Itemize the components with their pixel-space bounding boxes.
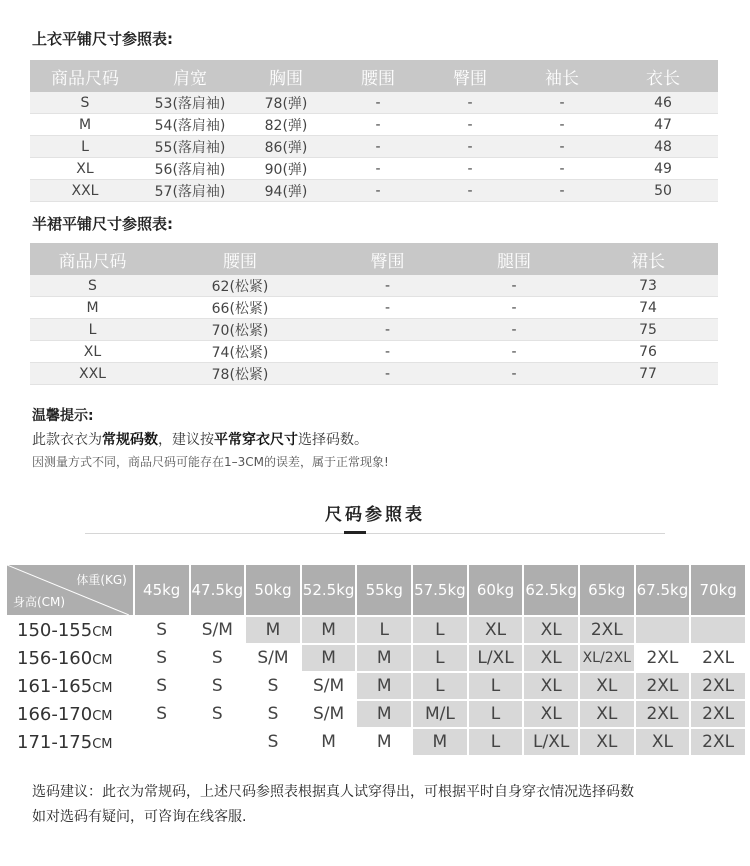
top-header-cell: 腰围 bbox=[332, 60, 424, 92]
top-table-row bbox=[30, 136, 718, 158]
skirt-table-cell: 74(松紧) bbox=[155, 341, 325, 363]
skirt-table-cell: - bbox=[325, 319, 450, 341]
top-table-cell: - bbox=[516, 92, 608, 114]
skirt-table-title: 半裙平铺尺寸参照表: bbox=[32, 215, 173, 233]
top-header-cell: 臀围 bbox=[424, 60, 516, 92]
reference-table bbox=[5, 563, 747, 757]
height-range: 171-175 bbox=[17, 731, 93, 753]
top-table-row bbox=[30, 158, 718, 180]
skirt-table-cell: 77 bbox=[578, 363, 718, 385]
top-table-cell: M bbox=[30, 114, 140, 136]
height-range: 161-165 bbox=[17, 675, 93, 697]
top-table-cell: 90(弹) bbox=[240, 158, 332, 180]
top-table-cell: 56(落肩袖) bbox=[140, 158, 240, 180]
skirt-table-cell: - bbox=[325, 275, 450, 297]
skirt-table-cell: 75 bbox=[578, 319, 718, 341]
skirt-table-cell: - bbox=[325, 341, 450, 363]
size-cell: S bbox=[246, 701, 300, 727]
skirt-table-row bbox=[30, 341, 718, 363]
skirt-size-table bbox=[30, 243, 718, 385]
size-cell bbox=[691, 617, 745, 643]
size-cell: S bbox=[246, 729, 300, 755]
top-table-row bbox=[30, 114, 718, 136]
size-cell: L bbox=[413, 617, 467, 643]
reference-title: 尺码参照表 bbox=[325, 505, 425, 525]
top-table-cell: - bbox=[516, 158, 608, 180]
top-table-cell: 46 bbox=[608, 92, 718, 114]
size-cell: S bbox=[135, 673, 189, 699]
top-table-cell: 55(落肩袖) bbox=[140, 136, 240, 158]
height-unit: CM bbox=[92, 736, 113, 752]
advice-line-1: 选码建议：此衣为常规码，上述尺码参照表根据真人试穿得出，可根据平时自身穿衣情况选择码数 bbox=[32, 784, 634, 800]
size-cell: XL bbox=[524, 617, 578, 643]
top-table-cell: - bbox=[516, 180, 608, 202]
top-table-cell: XL bbox=[30, 158, 140, 180]
size-cell: M bbox=[302, 617, 356, 643]
reference-corner-cell bbox=[7, 565, 133, 615]
size-cell: L bbox=[413, 645, 467, 671]
size-cell: S bbox=[135, 701, 189, 727]
top-table-cell: - bbox=[424, 158, 516, 180]
skirt-table-row bbox=[30, 319, 718, 341]
skirt-table-cell: XXL bbox=[30, 363, 155, 385]
top-header-cell: 袖长 bbox=[516, 60, 608, 92]
skirt-table-cell: 73 bbox=[578, 275, 718, 297]
size-cell: S/M bbox=[302, 673, 356, 699]
size-cell: XL bbox=[580, 673, 634, 699]
skirt-table-cell: - bbox=[325, 297, 450, 319]
size-cell: M bbox=[357, 729, 411, 755]
top-table-cell: 57(落肩袖) bbox=[140, 180, 240, 202]
skirt-table-cell: - bbox=[450, 297, 578, 319]
height-row-header bbox=[7, 673, 133, 699]
weight-column-header: 52.5kg bbox=[302, 565, 356, 615]
top-table-cell: 78(弹) bbox=[240, 92, 332, 114]
advice-line-2: 如对选码有疑问，可咨询在线客服. bbox=[32, 809, 247, 825]
size-cell: 2XL bbox=[636, 673, 690, 699]
height-row-header bbox=[7, 645, 133, 671]
top-table-cell: - bbox=[516, 114, 608, 136]
tips-title: 温馨提示: bbox=[32, 408, 94, 424]
height-range: 150-155 bbox=[17, 619, 93, 641]
top-table-header bbox=[30, 60, 718, 92]
top-table-cell: 50 bbox=[608, 180, 718, 202]
size-cell: 2XL bbox=[691, 645, 745, 671]
top-table-cell: - bbox=[332, 114, 424, 136]
top-table-cell: - bbox=[332, 92, 424, 114]
size-cell: S bbox=[191, 701, 245, 727]
weight-column-header: 55kg bbox=[357, 565, 411, 615]
height-range: 166-170 bbox=[17, 703, 93, 725]
size-cell: 2XL bbox=[636, 701, 690, 727]
size-cell: M bbox=[302, 729, 356, 755]
top-table-cell: - bbox=[424, 136, 516, 158]
top-table-cell: L bbox=[30, 136, 140, 158]
weight-label: 体重(KG) bbox=[76, 573, 127, 587]
top-table-cell: S bbox=[30, 92, 140, 114]
top-table-cell: XXL bbox=[30, 180, 140, 202]
weight-column-header: 65kg bbox=[580, 565, 634, 615]
skirt-table-cell: S bbox=[30, 275, 155, 297]
size-cell: S bbox=[191, 673, 245, 699]
top-table-cell: 49 bbox=[608, 158, 718, 180]
top-table-cell: 86(弹) bbox=[240, 136, 332, 158]
tips-block bbox=[32, 405, 389, 470]
skirt-table-cell: - bbox=[325, 363, 450, 385]
skirt-header-cell: 商品尺码 bbox=[30, 243, 155, 275]
size-cell: XL bbox=[524, 645, 578, 671]
top-header-cell: 商品尺码 bbox=[30, 60, 140, 92]
height-unit: CM bbox=[92, 708, 113, 724]
top-table-row bbox=[30, 180, 718, 202]
skirt-table-cell: 76 bbox=[578, 341, 718, 363]
weight-column-header: 57.5kg bbox=[413, 565, 467, 615]
weight-column-header: 50kg bbox=[246, 565, 300, 615]
reference-row bbox=[7, 701, 745, 727]
top-table-title: 上衣平铺尺寸参照表: bbox=[32, 30, 173, 48]
skirt-header-cell: 臀围 bbox=[325, 243, 450, 275]
top-table-cell: 48 bbox=[608, 136, 718, 158]
size-cell: M bbox=[413, 729, 467, 755]
skirt-table-cell: 62(松紧) bbox=[155, 275, 325, 297]
reference-row bbox=[7, 673, 745, 699]
skirt-table-cell: XL bbox=[30, 341, 155, 363]
height-row-header bbox=[7, 729, 133, 755]
skirt-table-cell: - bbox=[450, 341, 578, 363]
size-cell: M bbox=[246, 617, 300, 643]
height-range: 156-160 bbox=[17, 647, 93, 669]
top-table-cell: 47 bbox=[608, 114, 718, 136]
size-cell: S bbox=[246, 673, 300, 699]
top-header-cell: 肩宽 bbox=[140, 60, 240, 92]
top-size-table bbox=[30, 60, 718, 202]
size-cell: 2XL bbox=[580, 617, 634, 643]
top-table-cell: - bbox=[332, 158, 424, 180]
skirt-table-cell: 70(松紧) bbox=[155, 319, 325, 341]
size-cell: S/M bbox=[191, 617, 245, 643]
skirt-table-cell: 66(松紧) bbox=[155, 297, 325, 319]
height-row-header bbox=[7, 617, 133, 643]
size-cell: XL bbox=[580, 729, 634, 755]
top-header-cell: 胸围 bbox=[240, 60, 332, 92]
size-cell: L bbox=[469, 701, 523, 727]
skirt-header-cell: 裙长 bbox=[578, 243, 718, 275]
size-cell: XL bbox=[636, 729, 690, 755]
title-divider bbox=[85, 533, 665, 534]
skirt-table-cell: 74 bbox=[578, 297, 718, 319]
top-table-cell: - bbox=[332, 136, 424, 158]
top-table-cell: - bbox=[424, 114, 516, 136]
height-unit: CM bbox=[92, 624, 113, 640]
size-cell: M bbox=[357, 645, 411, 671]
size-cell: L bbox=[357, 617, 411, 643]
skirt-table-row bbox=[30, 363, 718, 385]
height-unit: CM bbox=[92, 680, 113, 696]
skirt-table-cell: - bbox=[450, 275, 578, 297]
size-cell: S/M bbox=[302, 701, 356, 727]
size-cell: 2XL bbox=[691, 673, 745, 699]
top-table-cell: - bbox=[516, 136, 608, 158]
top-table-cell: 82(弹) bbox=[240, 114, 332, 136]
size-cell: 2XL bbox=[691, 701, 745, 727]
size-cell: XL bbox=[469, 617, 523, 643]
weight-column-header: 60kg bbox=[469, 565, 523, 615]
skirt-table-cell: M bbox=[30, 297, 155, 319]
top-table-row bbox=[30, 92, 718, 114]
reference-row bbox=[7, 617, 745, 643]
size-cell: L/XL bbox=[469, 645, 523, 671]
size-cell: XL bbox=[580, 701, 634, 727]
top-table-cell: - bbox=[424, 92, 516, 114]
size-cell: 2XL bbox=[691, 729, 745, 755]
size-cell: L bbox=[469, 673, 523, 699]
size-cell: XL bbox=[524, 701, 578, 727]
tips-line-1: 此款衣衣为常规码数，建议按平常穿衣尺寸选择码数。 bbox=[32, 432, 368, 448]
top-header-cell: 衣长 bbox=[608, 60, 718, 92]
height-row-header bbox=[7, 701, 133, 727]
size-cell: XL bbox=[524, 673, 578, 699]
top-table-cell: 53(落肩袖) bbox=[140, 92, 240, 114]
size-cell: S/M bbox=[246, 645, 300, 671]
weight-column-header: 62.5kg bbox=[524, 565, 578, 615]
top-table-cell: 94(弹) bbox=[240, 180, 332, 202]
skirt-table-row bbox=[30, 275, 718, 297]
height-unit: CM bbox=[92, 652, 113, 668]
skirt-table-header bbox=[30, 243, 718, 275]
weight-column-header: 67.5kg bbox=[636, 565, 690, 615]
size-cell: XL/2XL bbox=[580, 645, 634, 671]
size-cell: S bbox=[191, 645, 245, 671]
skirt-table-cell: L bbox=[30, 319, 155, 341]
weight-column-header: 70kg bbox=[691, 565, 745, 615]
advice-block bbox=[32, 780, 634, 830]
skirt-table-cell: - bbox=[450, 319, 578, 341]
size-cell: S bbox=[135, 645, 189, 671]
skirt-header-cell: 腿围 bbox=[450, 243, 578, 275]
size-cell: L/XL bbox=[524, 729, 578, 755]
size-cell: M/L bbox=[413, 701, 467, 727]
height-label: 身高(CM) bbox=[13, 595, 66, 609]
size-cell: L bbox=[413, 673, 467, 699]
skirt-table-row bbox=[30, 297, 718, 319]
size-cell: M bbox=[357, 701, 411, 727]
top-table-cell: - bbox=[424, 180, 516, 202]
reference-row bbox=[7, 645, 745, 671]
weight-column-header: 47.5kg bbox=[191, 565, 245, 615]
size-cell bbox=[135, 729, 189, 755]
skirt-table-cell: 78(松紧) bbox=[155, 363, 325, 385]
size-cell: L bbox=[469, 729, 523, 755]
size-cell: M bbox=[357, 673, 411, 699]
size-cell: 2XL bbox=[636, 645, 690, 671]
top-table-cell: 54(落肩袖) bbox=[140, 114, 240, 136]
size-cell: M bbox=[302, 645, 356, 671]
size-cell bbox=[636, 617, 690, 643]
title-underline-mark bbox=[344, 531, 366, 534]
skirt-table-cell: - bbox=[450, 363, 578, 385]
size-cell: S bbox=[135, 617, 189, 643]
weight-column-header: 45kg bbox=[135, 565, 189, 615]
tips-line-2: 因测量方式不同，商品尺码可能存在1–3CM的误差，属于正常现象! bbox=[32, 455, 389, 469]
top-table-cell: - bbox=[332, 180, 424, 202]
skirt-header-cell: 腰围 bbox=[155, 243, 325, 275]
reference-row bbox=[7, 729, 745, 755]
size-cell bbox=[191, 729, 245, 755]
reference-header bbox=[7, 565, 745, 615]
